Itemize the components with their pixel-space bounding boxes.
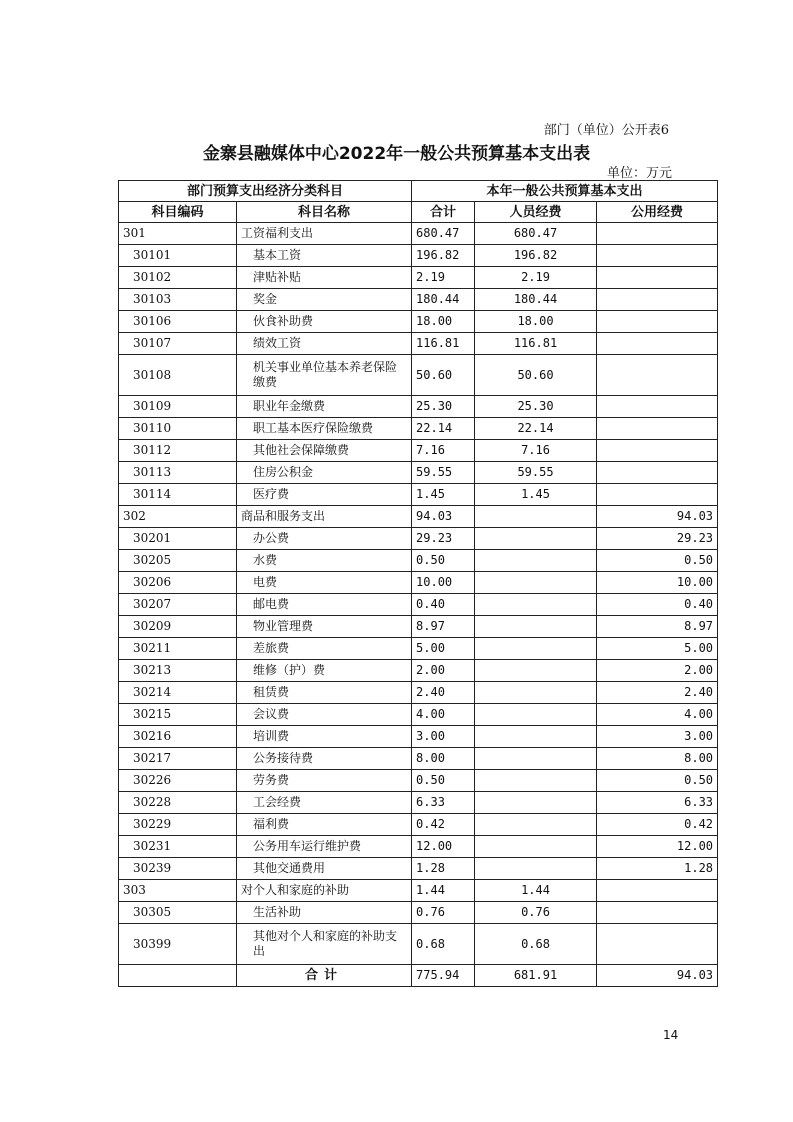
- row-code: 30107: [119, 333, 237, 355]
- table-row: [119, 858, 718, 880]
- row-personnel: [475, 814, 597, 836]
- row-public: 94.03: [597, 506, 718, 528]
- row-public: 2.40: [597, 682, 718, 704]
- row-code: 30211: [119, 638, 237, 660]
- row-personnel: 1.44: [475, 880, 597, 902]
- row-name: 物业管理费: [237, 616, 412, 638]
- row-name: 机关事业单位基本养老保险缴费: [237, 355, 412, 396]
- row-public: [597, 396, 718, 418]
- row-code: 30112: [119, 440, 237, 462]
- row-personnel: 50.60: [475, 355, 597, 396]
- row-name: 其他对个人和家庭的补助支出: [237, 924, 412, 965]
- row-total: 2.40: [412, 682, 475, 704]
- row-personnel: [475, 836, 597, 858]
- row-code: 30399: [119, 924, 237, 965]
- row-personnel: [475, 660, 597, 682]
- row-public: [597, 880, 718, 902]
- row-code: 30205: [119, 550, 237, 572]
- table-row: [119, 550, 718, 572]
- row-total: 29.23: [412, 528, 475, 550]
- column-header-personnel: 人员经费: [475, 202, 597, 223]
- table-row: [119, 267, 718, 289]
- row-code: 30109: [119, 396, 237, 418]
- row-total: 4.00: [412, 704, 475, 726]
- row-total: 50.60: [412, 355, 475, 396]
- row-public: [597, 245, 718, 267]
- column-header-public: 公用经费: [597, 202, 718, 223]
- row-name: 基本工资: [237, 245, 412, 267]
- column-header-name: 科目名称: [237, 202, 412, 223]
- row-personnel: [475, 550, 597, 572]
- row-code: 30231: [119, 836, 237, 858]
- table-row: [119, 726, 718, 748]
- row-personnel: 25.30: [475, 396, 597, 418]
- row-total: 1.28: [412, 858, 475, 880]
- row-name: 伙食补助费: [237, 311, 412, 333]
- row-public: 12.00: [597, 836, 718, 858]
- row-total: 25.30: [412, 396, 475, 418]
- row-total: 8.00: [412, 748, 475, 770]
- row-personnel: 59.55: [475, 462, 597, 484]
- column-header-code: 科目编码: [119, 202, 237, 223]
- row-personnel: 196.82: [475, 245, 597, 267]
- table-row: [119, 355, 718, 396]
- row-total: 12.00: [412, 836, 475, 858]
- unit-label: 单位：万元: [606, 166, 672, 181]
- group-header-classification: 部门预算支出经济分类科目: [119, 181, 412, 202]
- row-total: 196.82: [412, 245, 475, 267]
- row-name: 职业年金缴费: [237, 396, 412, 418]
- row-public: 0.42: [597, 814, 718, 836]
- row-name: 医疗费: [237, 484, 412, 506]
- row-name: 工资福利支出: [237, 223, 412, 245]
- row-name: 邮电费: [237, 594, 412, 616]
- page-title: 金寨县融媒体中心2022年一般公共预算基本支出表: [202, 144, 591, 164]
- table-row: [119, 836, 718, 858]
- row-code: 30207: [119, 594, 237, 616]
- row-personnel: 116.81: [475, 333, 597, 355]
- row-personnel: 1.45: [475, 484, 597, 506]
- row-code: 30114: [119, 484, 237, 506]
- row-public: [597, 902, 718, 924]
- row-public: 8.97: [597, 616, 718, 638]
- row-code: 302: [119, 506, 237, 528]
- row-name: 绩效工资: [237, 333, 412, 355]
- budget-table: [118, 180, 718, 987]
- row-total: 680.47: [412, 223, 475, 245]
- row-total: 0.50: [412, 550, 475, 572]
- table-row: [119, 682, 718, 704]
- row-personnel: [475, 726, 597, 748]
- row-code: 301: [119, 223, 237, 245]
- row-name: 奖金: [237, 289, 412, 311]
- row-public: 3.00: [597, 726, 718, 748]
- table-row: [119, 616, 718, 638]
- row-code: 30102: [119, 267, 237, 289]
- row-code: 30201: [119, 528, 237, 550]
- row-name: 商品和服务支出: [237, 506, 412, 528]
- row-name: 住房公积金: [237, 462, 412, 484]
- row-public: [597, 333, 718, 355]
- row-personnel: [475, 792, 597, 814]
- table-row: [119, 396, 718, 418]
- row-public: 6.33: [597, 792, 718, 814]
- row-code: 30106: [119, 311, 237, 333]
- row-total: 116.81: [412, 333, 475, 355]
- table-row: [119, 311, 718, 333]
- row-name: 津贴补贴: [237, 267, 412, 289]
- table-row: [119, 770, 718, 792]
- table-row: [119, 572, 718, 594]
- row-public: 0.50: [597, 550, 718, 572]
- row-total: 2.00: [412, 660, 475, 682]
- row-code: 30209: [119, 616, 237, 638]
- row-public: [597, 418, 718, 440]
- row-code: 30213: [119, 660, 237, 682]
- row-personnel: [475, 528, 597, 550]
- row-personnel: 7.16: [475, 440, 597, 462]
- row-name: 水费: [237, 550, 412, 572]
- row-personnel: 2.19: [475, 267, 597, 289]
- row-name: 办公费: [237, 528, 412, 550]
- row-code: 30239: [119, 858, 237, 880]
- row-personnel: [475, 858, 597, 880]
- row-personnel: 18.00: [475, 311, 597, 333]
- row-public: 8.00: [597, 748, 718, 770]
- row-code: 30101: [119, 245, 237, 267]
- row-total: 59.55: [412, 462, 475, 484]
- row-personnel: [475, 682, 597, 704]
- row-name: 工会经费: [237, 792, 412, 814]
- row-total: 18.00: [412, 311, 475, 333]
- row-name: 劳务费: [237, 770, 412, 792]
- row-total: 0.40: [412, 594, 475, 616]
- row-name: 公务接待费: [237, 748, 412, 770]
- row-public: 2.00: [597, 660, 718, 682]
- row-public: 0.50: [597, 770, 718, 792]
- row-public: [597, 484, 718, 506]
- column-header-total: 合计: [412, 202, 475, 223]
- row-name: 福利费: [237, 814, 412, 836]
- table-row: [119, 814, 718, 836]
- table-row: [119, 440, 718, 462]
- row-total: 0.76: [412, 902, 475, 924]
- table-row: [119, 506, 718, 528]
- row-name: 培训费: [237, 726, 412, 748]
- table-row: [119, 245, 718, 267]
- row-total: 10.00: [412, 572, 475, 594]
- row-total: 1.45: [412, 484, 475, 506]
- row-total: 0.68: [412, 924, 475, 965]
- total-row: [119, 965, 718, 987]
- table-row: [119, 223, 718, 245]
- row-public: [597, 267, 718, 289]
- row-name: 其他社会保障缴费: [237, 440, 412, 462]
- row-public: [597, 440, 718, 462]
- table-row: [119, 902, 718, 924]
- total-row-label: 合计: [237, 965, 412, 987]
- table-row: [119, 792, 718, 814]
- row-total: 7.16: [412, 440, 475, 462]
- table-row: [119, 418, 718, 440]
- row-code: 30108: [119, 355, 237, 396]
- table-row: [119, 333, 718, 355]
- table-row: [119, 528, 718, 550]
- row-name: 其他交通费用: [237, 858, 412, 880]
- row-personnel: 0.76: [475, 902, 597, 924]
- row-name: 公务用车运行维护费: [237, 836, 412, 858]
- row-name: 差旅费: [237, 638, 412, 660]
- row-code: 30113: [119, 462, 237, 484]
- row-public: 10.00: [597, 572, 718, 594]
- row-personnel: 680.47: [475, 223, 597, 245]
- row-personnel: 22.14: [475, 418, 597, 440]
- row-public: [597, 289, 718, 311]
- total-row-total: 775.94: [412, 965, 475, 987]
- row-public: 5.00: [597, 638, 718, 660]
- total-row-personnel: 681.91: [475, 965, 597, 987]
- row-public: [597, 924, 718, 965]
- table-row: [119, 880, 718, 902]
- table-row: [119, 660, 718, 682]
- row-total: 8.97: [412, 616, 475, 638]
- row-public: [597, 223, 718, 245]
- row-personnel: [475, 506, 597, 528]
- total-row-code: [119, 965, 237, 987]
- table-row: [119, 594, 718, 616]
- table-row: [119, 289, 718, 311]
- row-total: 1.44: [412, 880, 475, 902]
- group-header-expenditure: 本年一般公共预算基本支出: [412, 181, 718, 202]
- row-personnel: [475, 594, 597, 616]
- row-total: 6.33: [412, 792, 475, 814]
- row-personnel: [475, 770, 597, 792]
- row-code: 30229: [119, 814, 237, 836]
- row-name: 租赁费: [237, 682, 412, 704]
- row-personnel: [475, 638, 597, 660]
- row-code: 30305: [119, 902, 237, 924]
- row-code: 30216: [119, 726, 237, 748]
- row-code: 30228: [119, 792, 237, 814]
- row-total: 2.19: [412, 267, 475, 289]
- row-name: 电费: [237, 572, 412, 594]
- row-code: 30215: [119, 704, 237, 726]
- row-code: 30206: [119, 572, 237, 594]
- total-row-public: 94.03: [597, 965, 718, 987]
- table-row: [119, 704, 718, 726]
- row-total: 0.50: [412, 770, 475, 792]
- row-public: 29.23: [597, 528, 718, 550]
- row-public: 4.00: [597, 704, 718, 726]
- row-total: 180.44: [412, 289, 475, 311]
- row-personnel: [475, 616, 597, 638]
- row-personnel: [475, 748, 597, 770]
- table-row: [119, 924, 718, 965]
- row-total: 0.42: [412, 814, 475, 836]
- row-name: 维修（护）费: [237, 660, 412, 682]
- row-code: 30226: [119, 770, 237, 792]
- row-personnel: 0.68: [475, 924, 597, 965]
- row-name: 对个人和家庭的补助: [237, 880, 412, 902]
- row-personnel: [475, 704, 597, 726]
- table-row: [119, 638, 718, 660]
- row-name: 职工基本医疗保险缴费: [237, 418, 412, 440]
- row-code: 30103: [119, 289, 237, 311]
- row-code: 30217: [119, 748, 237, 770]
- row-code: 30214: [119, 682, 237, 704]
- row-public: [597, 462, 718, 484]
- row-code: 30110: [119, 418, 237, 440]
- row-personnel: 180.44: [475, 289, 597, 311]
- table-row: [119, 462, 718, 484]
- row-public: 0.40: [597, 594, 718, 616]
- row-name: 会议费: [237, 704, 412, 726]
- row-total: 3.00: [412, 726, 475, 748]
- table-body: [119, 223, 718, 965]
- row-public: [597, 355, 718, 396]
- document-label: 部门（单位）公开表6: [543, 123, 669, 138]
- row-public: [597, 311, 718, 333]
- page-number: 14: [663, 1028, 679, 1042]
- row-public: 1.28: [597, 858, 718, 880]
- row-code: 303: [119, 880, 237, 902]
- row-personnel: [475, 572, 597, 594]
- row-total: 5.00: [412, 638, 475, 660]
- table-row: [119, 484, 718, 506]
- row-total: 22.14: [412, 418, 475, 440]
- row-total: 94.03: [412, 506, 475, 528]
- table-row: [119, 748, 718, 770]
- row-name: 生活补助: [237, 902, 412, 924]
